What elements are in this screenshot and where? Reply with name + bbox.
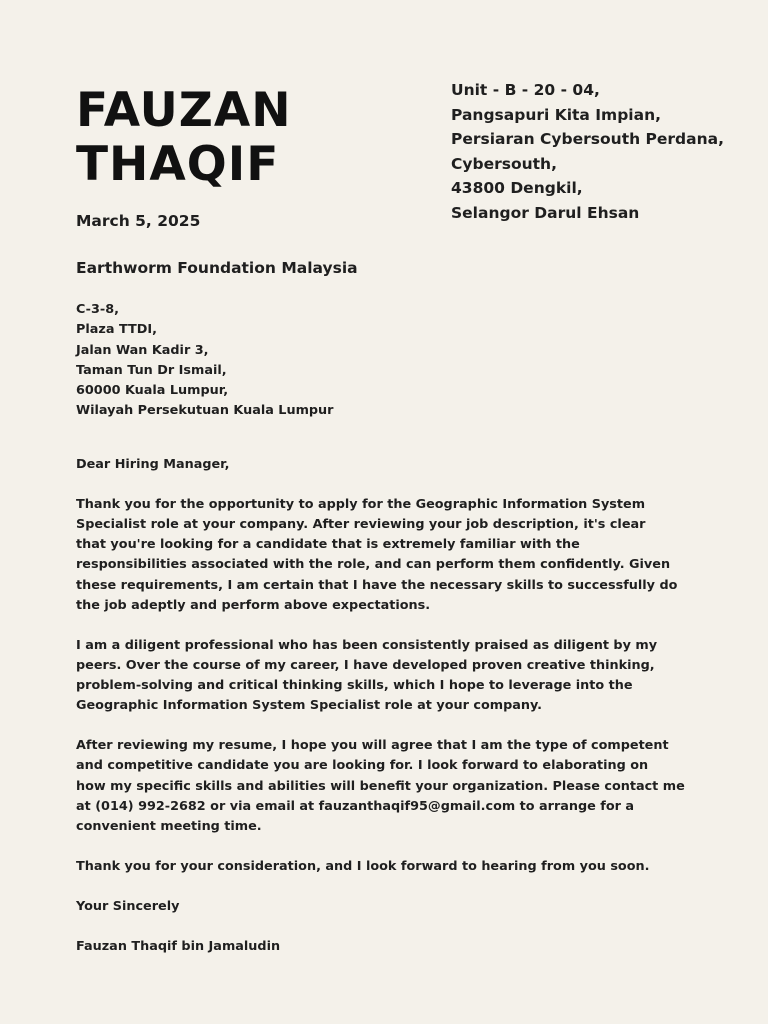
- recipient-address-line: Jalan Wan Kadir 3,: [76, 342, 209, 358]
- recipient-address-line: Plaza TTDI,: [76, 322, 157, 338]
- applicant-name-heading: [76, 84, 292, 192]
- paragraph-line: Geographic Information System Specialist role at your company.: [76, 698, 543, 714]
- applicant-first-name: FAUZAN: [76, 83, 292, 138]
- paragraph-line: responsibilities associated with the role, and can perform them confidently. Given: [76, 557, 671, 573]
- sender-address-line: 43800 Dengkil,: [451, 179, 583, 198]
- paragraph-line: these requirements, I am certain that I have the necessary skills to successfully do: [76, 577, 678, 593]
- letter-body: [76, 455, 706, 977]
- paragraph-line: problem-solving and critical thinking skills, which I hope to leverage into the: [76, 678, 633, 694]
- paragraph-line: Specialist role at your company. After reviewing your job description, it's clear: [76, 517, 646, 533]
- paragraph-line: Thank you for the opportunity to apply for the Geographic Information System: [76, 497, 646, 513]
- paragraph-line: convenient meeting time.: [76, 818, 262, 834]
- recipient-organization: Earthworm Foundation Malaysia: [76, 259, 358, 277]
- paragraph-line: and competitive candidate you are looking for. I look forward to elaborating on: [76, 758, 649, 774]
- sender-address-line: Unit - B - 20 - 04,: [451, 81, 600, 99]
- recipient-address-line: 60000 Kuala Lumpur,: [76, 383, 229, 399]
- recipient-address-line: Wilayah Persekutuan Kuala Lumpur: [76, 403, 334, 419]
- paragraph-contact: [76, 736, 706, 836]
- letter-date: March 5, 2025: [76, 212, 201, 230]
- paragraph-line: at (014) 992-2682 or via email at fauzanthaqif95@gmail.com to arrange for a: [76, 798, 635, 814]
- paragraph-line: peers. Over the course of my career, I have developed proven creative thinking,: [76, 657, 655, 673]
- paragraph-skills: [76, 636, 706, 716]
- paragraph-thanks: Thank you for your consideration, and I look forward to hearing from you soon.: [76, 858, 650, 874]
- recipient-address-line: C-3-8,: [76, 302, 119, 317]
- salutation: Dear Hiring Manager,: [76, 457, 230, 472]
- recipient-address: [76, 300, 333, 422]
- paragraph-line: the job adeptly and perform above expectations.: [76, 597, 431, 613]
- paragraph-line: how my specific skills and abilities will benefit your organization. Please contact me: [76, 778, 685, 794]
- paragraph-line: I am a diligent professional who has been consistently praised as diligent by my: [76, 637, 658, 653]
- paragraph-line: After reviewing my resume, I hope you will agree that I am the type of competent: [76, 738, 669, 754]
- sender-address-line: Pangsapuri Kita Impian,: [451, 105, 661, 124]
- paragraph-line: that you're looking for a candidate that is extremely familiar with the: [76, 537, 580, 553]
- recipient-address-line: Taman Tun Dr Ismail,: [76, 362, 227, 378]
- sender-address: [451, 78, 724, 226]
- applicant-last-name: THAQIF: [76, 137, 280, 192]
- signature-name: Fauzan Thaqif bin Jamaludin: [76, 939, 281, 955]
- sender-address-line: Cybersouth,: [451, 154, 557, 173]
- closing: Your Sincerely: [76, 899, 180, 915]
- paragraph-opportunity: [76, 495, 706, 616]
- sender-address-line: Selangor Darul Ehsan: [451, 203, 640, 222]
- sender-address-line: Persiaran Cybersouth Perdana,: [451, 130, 724, 149]
